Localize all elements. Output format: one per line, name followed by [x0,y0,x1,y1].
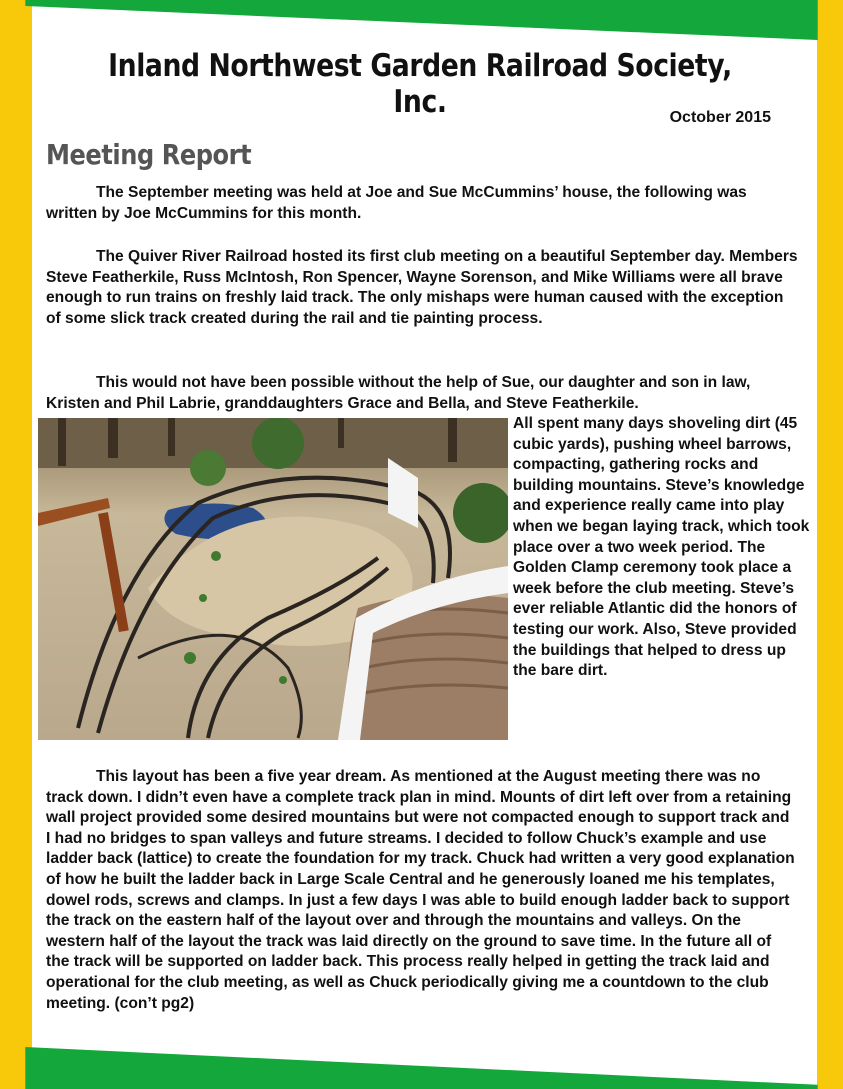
issue-date: October 2015 [669,109,771,126]
paragraph-first-meeting: The Quiver River Railroad hosted its first club meeting on a beautiful September day. Members Steve Featherkile, Russ McIntosh, Ron Spencer, Wayne Sorenson, and Mike Williams were all brave enough to run trains on freshly laid track. The only mishaps were human caused with the exception of some slick track created during the rail and tie painting process. [46,248,798,327]
paragraph-five-year-dream: This layout has been a five year dream. As mentioned at the August meeting there was no track down. I didn’t even have a complete track plan in mind. Mounts of dirt left over from a retaining wall project provided some desired mountains but were not compacted enough to support track and I had no bridges to span valleys and future streams. I decided to follow Chuck’s example and use ladder back (lattice) to create the foundation for my track. Chuck had written a very good explanation of how he built the ladder back in Large Scale Central and he generously loaned me his templates, dowel rods, screws and clamps. In just a few days I was able to build enough ladder back to support the track on the eastern half of the layout over and through the mountains and valleys. On the western half of the layout the track was laid directly on the ground to save time. In the future all of the track will be supported on ladder back. This process really helped in getting the track laid and operational for the club meeting, as well as Chuck periodically giving me a countdown to the club meeting. (con’t pg2) [46,768,795,1012]
right-border-stripe [817,0,843,1089]
paragraph-volunteer-work: All spent many days shoveling dirt (45 cubic yards), pushing wheel barrows, compacting, gathering rocks and building mountains. Steve’s knowledge and experience really came into play when we began laying track, which took place over a two week period. The Golden Clamp ceremony took place a week before the club meeting. Steve’s ever reliable Atlantic did the honors of testing our work. Also, Steve provided the buildings that helped to dress up the bare dirt. [513,415,810,680]
paragraph-intro: The September meeting was held at Joe and Sue McCummins’ house, the following was written by Joe McCummins for this month. [46,184,747,222]
left-border-stripe [0,0,32,1089]
newsletter-title: Inland Northwest Garden Railroad Society, Inc. [108,48,732,120]
section-title: Meeting Report [46,138,252,171]
bottom-border-stripe [0,1047,843,1089]
top-border-stripe [0,0,843,40]
paragraph-helpers: This would not have been possible without the help of Sue, our daughter and son in law, Kristen and Phil Labrie, granddaughters Grace and Bella, and Steve Featherkile. [46,374,751,412]
garden-railroad-photo [38,418,508,740]
